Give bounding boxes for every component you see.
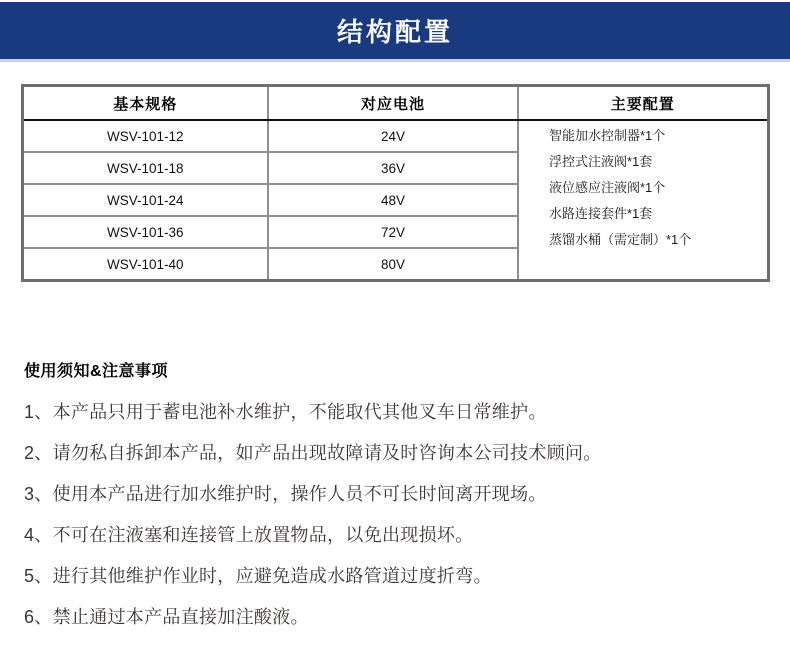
col-header-main-config: 主要配置 (518, 86, 768, 121)
note-item: 1、本产品只用于蓄电池补水维护，不能取代其他叉车日常维护。 (24, 402, 547, 422)
model-cell: WSV-101-36 (22, 216, 268, 248)
col-header-basic-spec: 基本规格 (22, 86, 268, 121)
config-item: 液位感应注液阀*1个 (549, 180, 666, 195)
battery-cell: 24V (268, 120, 518, 152)
note-item: 4、不可在注液塞和连接管上放置物品，以免出现损坏。 (24, 525, 474, 545)
config-item: 智能加水控制器*1个 (549, 128, 666, 143)
section-title: 结构配置 (336, 17, 453, 47)
note-item: 3、使用本产品进行加水维护时，操作人员不可长时间离开现场。 (24, 484, 547, 504)
section-banner (0, 2, 790, 62)
notes-title: 使用须知&注意事项 (24, 363, 169, 380)
note-item: 6、禁止通过本产品直接加注酸液。 (24, 607, 309, 627)
model-cell: WSV-101-12 (22, 120, 268, 152)
spec-table (21, 84, 770, 282)
battery-cell: 80V (268, 248, 518, 281)
table-row (22, 120, 768, 152)
config-item: 水路连接套件*1套 (549, 206, 653, 221)
notes-section (24, 362, 790, 638)
model-cell: WSV-101-18 (22, 152, 268, 184)
note-item: 2、请勿私自拆卸本产品，如产品出现故障请及时咨询本公司技术顾问。 (24, 443, 602, 463)
note-item: 5、进行其他维护作业时，应避免造成水路管道过度折弯。 (24, 566, 492, 586)
model-cell: WSV-101-40 (22, 248, 268, 281)
model-cell: WSV-101-24 (22, 184, 268, 216)
battery-cell: 48V (268, 184, 518, 216)
battery-cell: 36V (268, 152, 518, 184)
config-cell (518, 120, 768, 281)
config-item: 蒸馏水桶（需定制）*1个 (549, 232, 692, 247)
battery-cell: 72V (268, 216, 518, 248)
table-header-row (22, 86, 768, 121)
config-item: 浮控式注液阀*1套 (549, 154, 653, 169)
col-header-battery: 对应电池 (268, 86, 518, 121)
